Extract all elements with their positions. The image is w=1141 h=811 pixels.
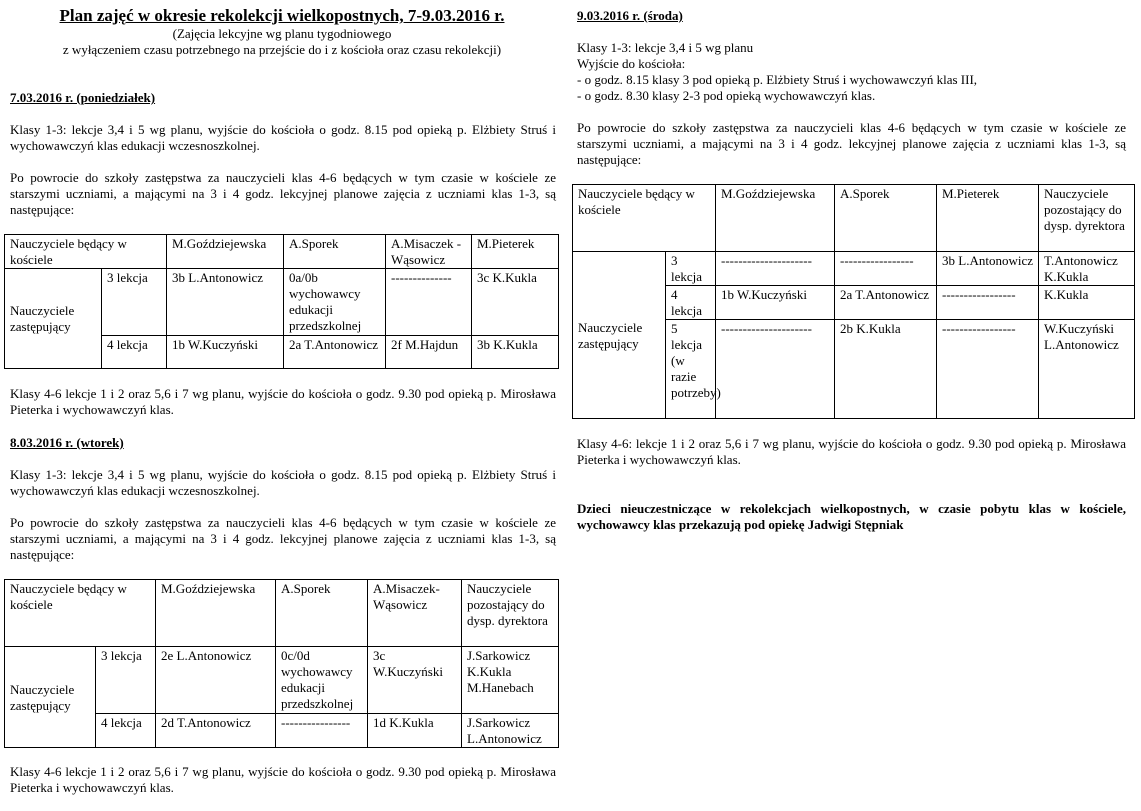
day3-item-1: - o godz. 8.15 klasy 3 pod opieką p. Elżbiety Struś i wychowawczyń klas III, bbox=[577, 72, 978, 87]
lesson-cell: 4 lekcja bbox=[102, 336, 167, 369]
table-header-cell: A.Sporek bbox=[284, 235, 386, 269]
left-column bbox=[4, 0, 560, 796]
day2-table bbox=[4, 579, 559, 748]
table-cell: 2e L.Antonowicz bbox=[156, 647, 276, 714]
lesson-cell: 4 lekcja bbox=[96, 714, 156, 748]
table-cell: 3b L.Antonowicz bbox=[167, 269, 284, 336]
day3-wyjscie: Wyjście do kościoła: bbox=[577, 56, 686, 71]
table-cell: ---------------- bbox=[276, 714, 368, 748]
lesson-cell: 3 lekcja bbox=[96, 647, 156, 714]
table-cell: 1b W.Kuczyński bbox=[167, 336, 284, 369]
table-row bbox=[573, 252, 1135, 286]
day1-table bbox=[4, 234, 559, 369]
table-cell: 1b W.Kuczyński bbox=[716, 286, 835, 320]
table-header-cell: A.Misaczek-Wąsowicz bbox=[368, 580, 462, 647]
day1-klasy46: Klasy 4-6 lekcje 1 i 2 oraz 5,6 i 7 wg planu, wyjście do kościoła o godz. 9.30 pod opieką p. Mirosława Pieterka i wychowawczyń klas. bbox=[10, 386, 556, 417]
subtitle-line-2: z wyłączeniem czasu potrzebnego na przejście do i z kościoła oraz czasu rekolekcji) bbox=[62, 42, 502, 57]
table-cell: 2a T.Antonowicz bbox=[284, 336, 386, 369]
table-header-cell: Nauczyciele pozostający do dysp. dyrektora bbox=[1039, 185, 1135, 252]
table-header-cell: A.Sporek bbox=[835, 185, 937, 252]
table-cell: --------------------- bbox=[716, 252, 835, 286]
right-column bbox=[572, 0, 1134, 533]
table-cell: 2f M.Hajdun bbox=[386, 336, 472, 369]
subtitle-line-1: (Zajęcia lekcyjne wg planu tygodniowego bbox=[172, 26, 392, 41]
day1-table-header-row bbox=[5, 235, 559, 269]
table-row-label: Nauczyciele zastępujący bbox=[5, 647, 96, 748]
day2-po-powrocie: Po powrocie do szkoły zastępstwa za nauczycieli klas 4-6 będących w tym czasie w kościele ze starszymi uczniami, a mającymi na 3 i 4 godz. lekcyjnej planowe zajęcia z uczniami klas 1-3, są następujące: bbox=[10, 515, 556, 562]
day2-klasy46: Klasy 4-6 lekcje 1 i 2 oraz 5,6 i 7 wg planu, wyjście do kościoła o godz. 9.30 pod opieką p. Mirosława Pieterka i wychowawczyń klas. bbox=[10, 764, 556, 795]
table-cell: 3b K.Kukla bbox=[472, 336, 559, 369]
lesson-cell: 5 lekcja (w razie potrzeby) bbox=[666, 320, 716, 419]
lesson-cell: 3 lekcja bbox=[666, 252, 716, 286]
table-header-cell: M.Pieterek bbox=[937, 185, 1039, 252]
day2-heading: 8.03.2016 r. (wtorek) bbox=[10, 435, 124, 450]
table-cell: 0a/0b wychowawcy edukacji przedszkolnej bbox=[284, 269, 386, 336]
table-header-cell: M.Goździejewska bbox=[167, 235, 284, 269]
table-cell: ----------------- bbox=[937, 320, 1039, 419]
lesson-cell: 4 lekcja bbox=[666, 286, 716, 320]
day1-po-powrocie: Po powrocie do szkoły zastępstwa za nauczycieli klas 4-6 będących w tym czasie w kościele ze starszymi uczniami, a mającymi na 3 i 4 godz. lekcyjnej planowe zajęcia z uczniami klas 1-3, są następujące: bbox=[10, 170, 556, 217]
day1-klasy13: Klasy 1-3: lekcje 3,4 i 5 wg planu, wyjście do kościoła o godz. 8.15 pod opieką p. Elżbiety Struś i wychowawczyń klas edukacji wczesnoszkolnej. bbox=[10, 122, 556, 153]
table-row bbox=[5, 269, 559, 336]
table-header-cell: A.Misaczek -Wąsowicz bbox=[386, 235, 472, 269]
table-corner-cell: Nauczyciele będący w kościele bbox=[5, 235, 167, 269]
table-cell: J.Sarkowicz L.Antonowicz bbox=[462, 714, 559, 748]
table-cell: --------------------- bbox=[716, 320, 835, 419]
table-cell: K.Kukla bbox=[1039, 286, 1135, 320]
table-corner-cell: Nauczyciele będący w kościele bbox=[573, 185, 716, 252]
table-cell: ----------------- bbox=[835, 252, 937, 286]
day3-heading: 9.03.2016 r. (środa) bbox=[577, 8, 683, 23]
table-cell: 0c/0d wychowawcy edukacji przedszkolnej bbox=[276, 647, 368, 714]
closing-note: Dzieci nieuczestniczące w rekolekcjach wielkopostnych, w czasie pobytu klas w kościele, wychowawcy klas przekazują pod opiekę Jadwigi Stępniak bbox=[577, 501, 1126, 532]
table-corner-cell: Nauczyciele będący w kościele bbox=[5, 580, 156, 647]
day3-klasy46: Klasy 4-6: lekcje 1 i 2 oraz 5,6 i 7 wg planu, wyjście do kościoła o godz. 9.30 pod opieką p. Mirosława Pieterka i wychowawczyń klas. bbox=[577, 436, 1126, 467]
day3-klasy13: Klasy 1-3: lekcje 3,4 i 5 wg planu bbox=[577, 40, 754, 55]
table-row-label: Nauczyciele zastępujący bbox=[5, 269, 102, 369]
day3-item-2: - o godz. 8.30 klasy 2-3 pod opieką wychowawczyń klas. bbox=[577, 88, 876, 103]
table-row-label: Nauczyciele zastępujący bbox=[573, 252, 666, 419]
table-header-cell: A.Sporek bbox=[276, 580, 368, 647]
table-cell: 1d K.Kukla bbox=[368, 714, 462, 748]
day1-heading: 7.03.2016 r. (poniedziałek) bbox=[10, 90, 156, 105]
table-cell: 3c W.Kuczyński bbox=[368, 647, 462, 714]
table-cell: 2a T.Antonowicz bbox=[835, 286, 937, 320]
table-cell: 2d T.Antonowicz bbox=[156, 714, 276, 748]
table-cell: J.Sarkowicz K.Kukla M.Hanebach bbox=[462, 647, 559, 714]
table-cell: 2b K.Kukla bbox=[835, 320, 937, 419]
table-cell: 3b L.Antonowicz bbox=[937, 252, 1039, 286]
table-header-cell: M.Goździejewska bbox=[716, 185, 835, 252]
table-row bbox=[5, 647, 559, 714]
table-cell: -------------- bbox=[386, 269, 472, 336]
lesson-cell: 3 lekcja bbox=[102, 269, 167, 336]
table-header-cell: Nauczyciele pozostający do dysp. dyrektora bbox=[462, 580, 559, 647]
table-cell: T.Antonowicz K.Kukla bbox=[1039, 252, 1135, 286]
table-header-cell: M.Pieterek bbox=[472, 235, 559, 269]
day2-table-header-row bbox=[5, 580, 559, 647]
document-title: Plan zajęć w okresie rekolekcji wielkopostnych, 7-9.03.2016 r. bbox=[59, 6, 505, 25]
day3-table-header-row bbox=[573, 185, 1135, 252]
table-cell: 3c K.Kukla bbox=[472, 269, 559, 336]
table-cell: ----------------- bbox=[937, 286, 1039, 320]
table-header-cell: M.Goździejewska bbox=[156, 580, 276, 647]
day3-po-powrocie: Po powrocie do szkoły zastępstwa za nauczycieli klas 4-6 będących w tym czasie w kościele ze starszymi uczniami, a mającymi na 3 i 4 godz. lekcyjnej planowe zajęcia z uczniami klas 1-3, są następujące: bbox=[577, 120, 1126, 167]
day3-table bbox=[572, 184, 1135, 419]
table-cell: W.Kuczyński L.Antonowicz bbox=[1039, 320, 1135, 419]
day2-klasy13: Klasy 1-3: lekcje 3,4 i 5 wg planu, wyjście do kościoła o godz. 8.15 pod opieką p. Elżbiety Struś i wychowawczyń klas edukacji wczesnoszkolnej. bbox=[10, 467, 556, 498]
